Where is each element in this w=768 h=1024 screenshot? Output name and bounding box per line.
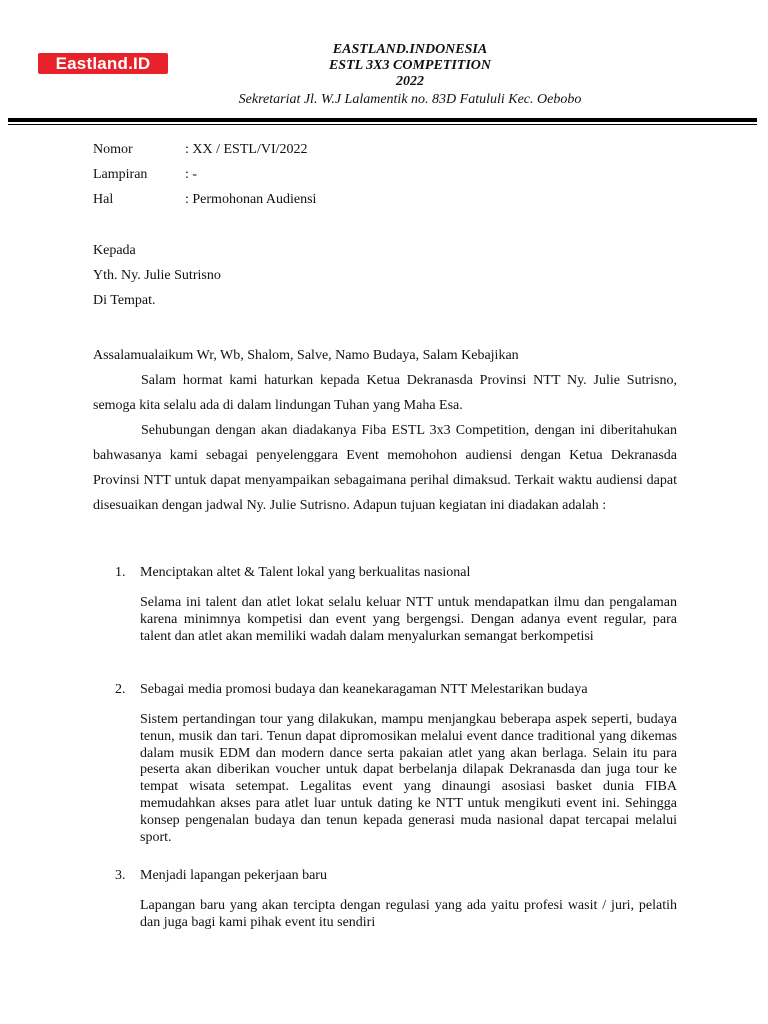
list-item-heading bbox=[93, 866, 677, 886]
letterhead-org: EASTLAND.INDONESIA bbox=[332, 42, 488, 57]
eastland-logo bbox=[38, 53, 168, 74]
letterhead-event: ESTL 3X3 COMPETITION bbox=[328, 58, 492, 73]
greeting: Assalamualaikum Wr, Wb, Shalom, Salve, Namo Budaya, Salam Kebajikan bbox=[93, 348, 519, 363]
list-item bbox=[93, 563, 677, 645]
meta-label: Nomor bbox=[93, 142, 133, 157]
paragraph-purpose: Sehubungan dengan akan diadakanya Fiba ESTL 3x3 Competition, dengan ini diberitahukan bahwasanya kami sebagai penyelenggara Event memohohon audiensi dengan Ketua Dekranasda Provinsi NTT untuk dapat menyampaikan sebagaimana perihal dimaksud. Terkait waktu audiensi dapat disesuaikan dengan jadwal Ny. Julie Sutrisno. Adapun tujuan kegiatan ini diadakan adalah : bbox=[93, 423, 677, 513]
list-item-title: Menjadi lapangan pekerjaan baru bbox=[140, 868, 327, 883]
letterhead-divider-thin bbox=[8, 124, 757, 125]
letterhead-year: 2022 bbox=[396, 74, 424, 89]
list-item-description: Selama ini talent dan atlet lokat selalu keluar NTT untuk mendapatkan ilmu dan pengalaman karena minimnya kompetisi dan event yang bergengsi. Dengan adanya event regular, para talent dan atlet akan memiliki wadah dalam menyalurkan semangat berkompetisi bbox=[140, 595, 677, 644]
list-item-description: Lapangan baru yang akan tercipta dengan regulasi yang ada yaitu profesi wasit / juri, pelatih dan juga bagi kami pihak event itu sendiri bbox=[140, 898, 677, 930]
meta-row-lampiran bbox=[93, 167, 316, 192]
list-item bbox=[93, 680, 677, 846]
recipient-line: Kepada bbox=[93, 243, 136, 258]
recipient-block bbox=[93, 243, 221, 318]
logo-text: Eastland.ID bbox=[55, 53, 151, 73]
list-item-heading bbox=[93, 563, 677, 583]
letterhead-address: Sekretariat Jl. W.J Lalamentik no. 83D Fatululi Kec. Oebobo bbox=[238, 92, 582, 107]
list-item-title: Menciptakan altet & Talent lokal yang berkualitas nasional bbox=[140, 565, 471, 580]
meta-row-nomor bbox=[93, 142, 316, 167]
list-item-heading bbox=[93, 680, 677, 700]
meta-row-hal bbox=[93, 192, 316, 217]
letter-body bbox=[93, 343, 677, 518]
list-item-number: 3. bbox=[115, 868, 126, 883]
meta-label: Lampiran bbox=[93, 167, 148, 182]
list-item-title: Sebagai media promosi budaya dan keanekaragaman NTT Melestarikan budaya bbox=[140, 682, 588, 697]
list-item bbox=[93, 866, 677, 932]
letterhead bbox=[200, 42, 620, 108]
meta-value: : - bbox=[185, 167, 198, 182]
meta-label: Hal bbox=[93, 192, 114, 207]
recipient-line: Yth. Ny. Julie Sutrisno bbox=[93, 268, 221, 283]
letter-meta bbox=[93, 142, 316, 217]
recipient-line: Di Tempat. bbox=[93, 293, 156, 308]
meta-value: : XX / ESTL/VI/2022 bbox=[185, 142, 308, 157]
list-item-number: 1. bbox=[115, 565, 126, 580]
paragraph-opening: Salam hormat kami haturkan kepada Ketua Dekranasda Provinsi NTT Ny. Julie Sutrisno, semoga kita selalu ada di dalam lindungan Tuhan yang Maha Esa. bbox=[93, 373, 677, 413]
letterhead-divider-thick bbox=[8, 118, 757, 122]
list-item-description: Sistem pertandingan tour yang dilakukan, mampu menjangkau beberapa aspek seperti, budaya tenun, musik dan tari. Tenun dapat dipromosikan melalui event dance traditional yang dikemas dalam musik EDM dan modern dance serta pakaian atlet yang akan berlaga. Selain itu para peserta akan diberikan voucher untuk dapat berbelanja dilapak Dekranasda dan juga tour ke tempat wisata setempat. Legalitas event yang dinaungi asosiasi basket dunia FIBA memudahkan akses para atlet luar untuk dating ke NTT untuk mengikuti event ini. Sehingga konsep pengenalan budaya dan tenun kepada generasi muda nasional dapat tercapai melalui sport. bbox=[140, 712, 677, 845]
list-item-number: 2. bbox=[115, 682, 126, 697]
meta-value: : Permohonan Audiensi bbox=[185, 192, 317, 207]
